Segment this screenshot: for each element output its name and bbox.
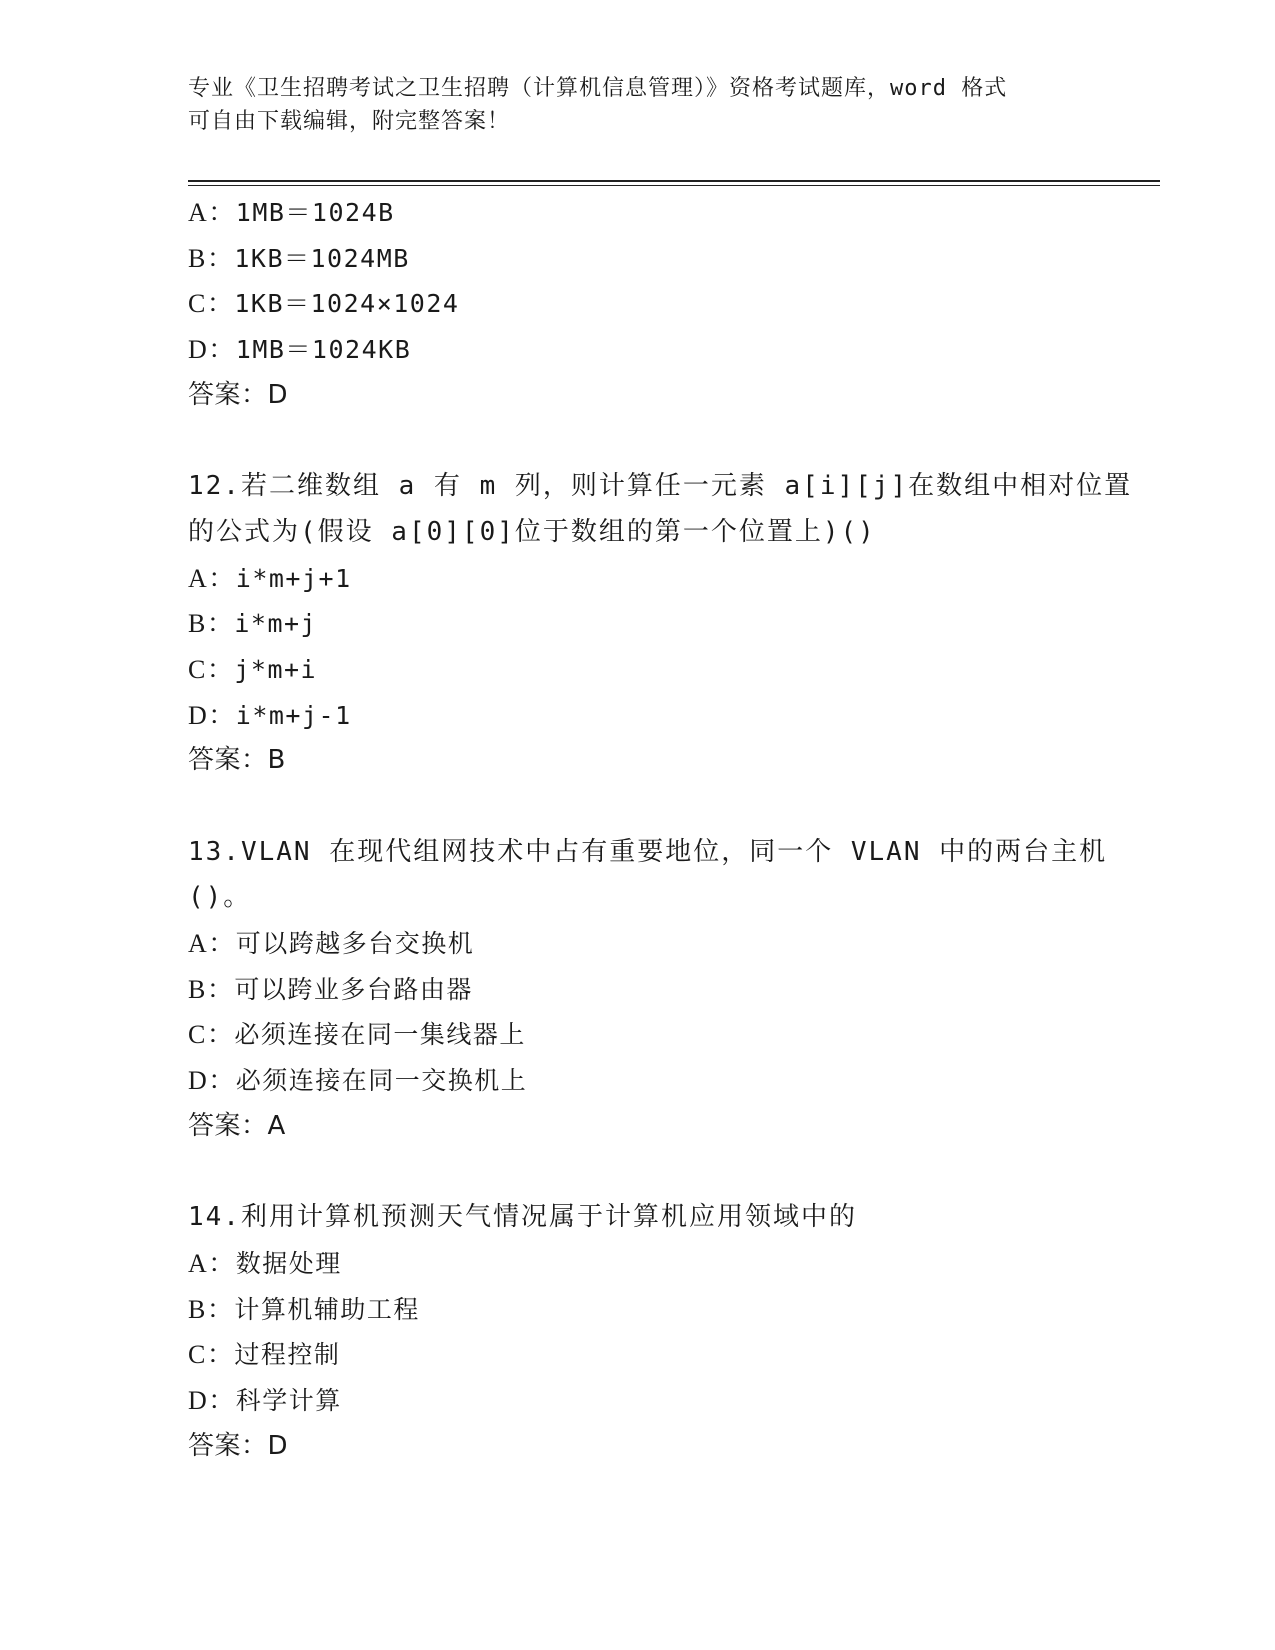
- option-a: A：可以跨越多台交换机: [188, 929, 475, 958]
- option-c: C：j*m+i: [188, 654, 318, 684]
- header-divider-thick: [188, 180, 1160, 182]
- question-12: [188, 464, 1133, 784]
- spacer: [188, 418, 1088, 464]
- spacer: [188, 784, 1088, 830]
- document-header: [188, 72, 1068, 138]
- answer-label: 答案：D: [188, 1430, 289, 1461]
- question-list: [188, 190, 1133, 1469]
- question-11: [188, 190, 1088, 418]
- header-divider-thin: [188, 185, 1160, 186]
- answer-label: 答案：D: [188, 379, 289, 410]
- option-a: A：数据处理: [188, 1248, 342, 1278]
- option-b: B：i*m+j: [188, 609, 318, 639]
- option-b: B：可以跨业多台路由器: [188, 974, 473, 1004]
- option-a: A：1MB＝1024B: [188, 198, 395, 227]
- answer-label: 答案：A: [188, 1110, 286, 1141]
- option-c: C：1KB＝1024×1024: [188, 289, 460, 319]
- question-stem-continued: ()。: [188, 882, 252, 913]
- option-d: D：1MB＝1024KB: [188, 335, 412, 365]
- question-stem-continued: 的公式为(假设 a[0][0]位于数组的第一个位置上)(): [188, 516, 876, 547]
- option-b: B：计算机辅助工程: [188, 1294, 420, 1324]
- option-c: C：过程控制: [188, 1340, 341, 1370]
- option-c: C：必须连接在同一集线器上: [188, 1020, 526, 1050]
- option-a: A：i*m+j+1: [188, 563, 352, 593]
- header-line-2: 可自由下载编辑，附完整答案！: [188, 109, 511, 134]
- option-d: D：i*m+j-1: [188, 700, 352, 730]
- question-stem: 12.若二维数组 a 有 m 列，则计算任一元素 a[i][j]在数组中相对位置: [188, 471, 1133, 502]
- question-stem: 14.利用计算机预测天气情况属于计算机应用领域中的: [188, 1202, 857, 1233]
- question-stem: 13.VLAN 在现代组网技术中占有重要地位，同一个 VLAN 中的两台主机: [188, 836, 1108, 867]
- option-d: D：科学计算: [188, 1385, 342, 1415]
- question-13: [188, 830, 1108, 1150]
- answer-label: 答案：B: [188, 745, 286, 776]
- header-line-1: 专业《卫生招聘考试之卫生招聘（计算机信息管理）》资格考试题库，word 格式: [188, 76, 1008, 101]
- question-14: [188, 1195, 1088, 1469]
- option-b: B：1KB＝1024MB: [188, 243, 410, 273]
- option-d: D：必须连接在同一交换机上: [188, 1066, 528, 1096]
- spacer: [188, 1149, 1088, 1195]
